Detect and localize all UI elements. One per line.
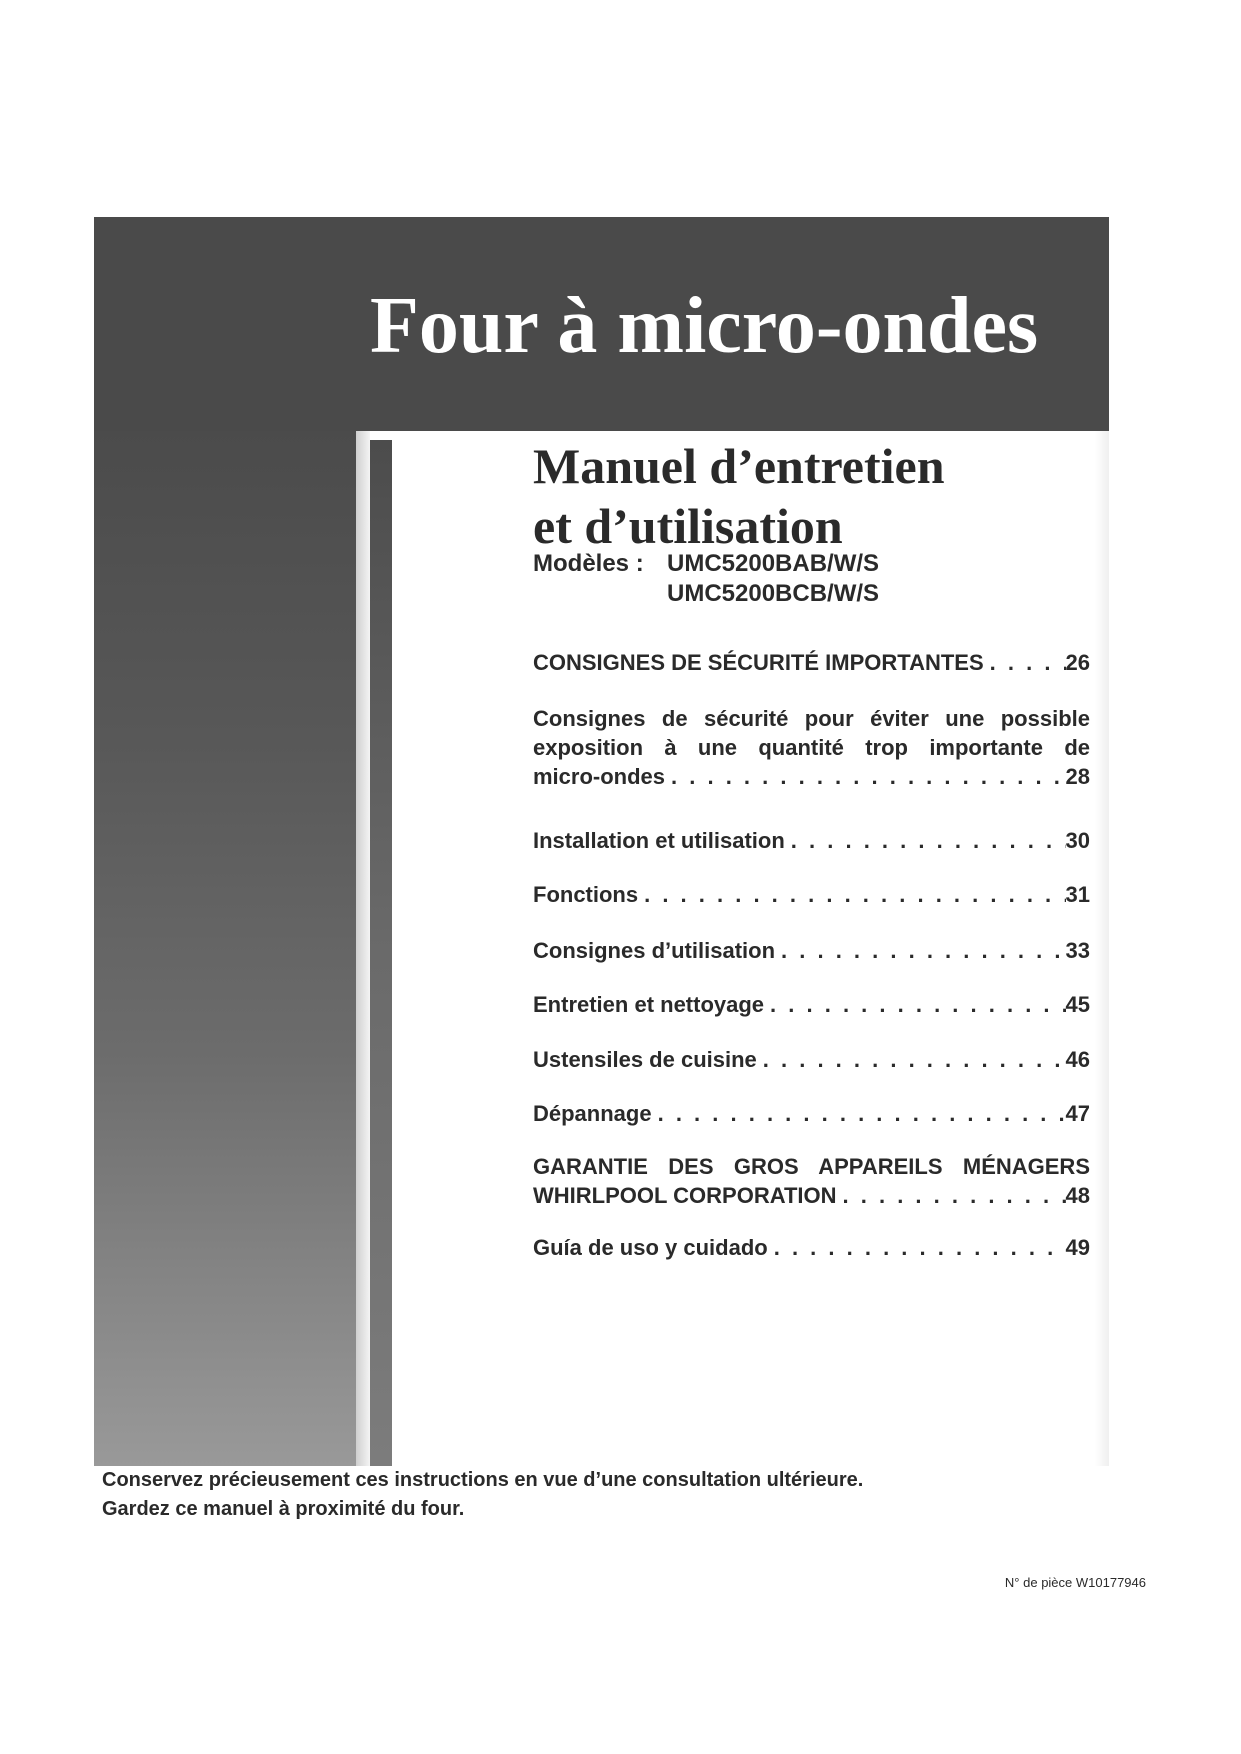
model-number: UMC5200BCB/W/S — [667, 580, 880, 607]
footer-line-1: Conservez précieusement ces instructions en vue d’une consultation ultérieure. — [102, 1469, 864, 1491]
toc-page-number: 49 — [1065, 1235, 1090, 1260]
toc-entry-title: Fonctions — [533, 882, 639, 907]
toc-entry-title: Consignes d’utilisation — [533, 938, 776, 963]
toc-page-number: 31 — [1065, 882, 1090, 907]
toc-dot-leader — [768, 1233, 1066, 1262]
toc-entry — [533, 1233, 1090, 1262]
toc-page-number: 45 — [1065, 992, 1090, 1017]
toc-dot-leader — [837, 1181, 1066, 1210]
toc-entry — [533, 826, 1090, 855]
toc-page-number: 26 — [1065, 650, 1090, 675]
toc-entry-text: Consignes de sécurité pour éviter une possible — [533, 706, 1090, 731]
toc-entry-title: micro-ondes — [533, 764, 666, 789]
toc-dot-leader — [775, 936, 1066, 965]
part-number: N° de pièce W10177946 — [1004, 1575, 1146, 1590]
subtitle-line-1: Manuel d’entretien — [533, 438, 945, 494]
toc-entry-title: Guía de uso y cuidado — [533, 1235, 768, 1260]
manual-subtitle — [533, 436, 945, 556]
document-title: Four à micro-ondes — [370, 282, 1039, 370]
subtitle-line-2: et d’utilisation — [533, 498, 843, 554]
footer-line-2: Gardez ce manuel à proximité du four. — [102, 1498, 465, 1520]
toc-dot-leader — [652, 1099, 1066, 1128]
toc-entry — [533, 704, 1090, 791]
model-number: UMC5200BAB/W/S — [667, 550, 880, 577]
toc-dot-leader — [665, 762, 1065, 791]
toc-page-number: 48 — [1065, 1183, 1090, 1208]
toc-entry — [533, 936, 1090, 965]
toc-dot-leader — [638, 880, 1065, 909]
footer-note — [102, 1466, 863, 1524]
toc-entry-text: GARANTIE DES GROS APPAREILS MÉNAGERS — [533, 1154, 1090, 1179]
toc-entry-title: Installation et utilisation — [533, 828, 785, 853]
toc-page-number: 47 — [1065, 1101, 1090, 1126]
right-panel-shadow — [1095, 431, 1109, 1466]
toc-page-number: 46 — [1065, 1047, 1090, 1072]
model-list — [533, 549, 879, 609]
left-gradient-panel — [94, 431, 356, 1466]
toc-dot-leader — [785, 826, 1066, 855]
toc-entry — [533, 1045, 1090, 1074]
toc-entry — [533, 880, 1090, 909]
toc-entry-title: Dépannage — [533, 1101, 652, 1126]
toc-entry-text: exposition à une quantité trop importante de — [533, 735, 1090, 760]
toc-entry-title: Ustensiles de cuisine — [533, 1047, 757, 1072]
toc-page-number: 33 — [1065, 938, 1090, 963]
toc-dot-leader — [757, 1045, 1066, 1074]
toc-page-number: 28 — [1065, 764, 1090, 789]
toc-entry — [533, 648, 1090, 677]
toc-dot-leader — [764, 990, 1065, 1019]
toc-entry-title: CONSIGNES DE SÉCURITÉ IMPORTANTES — [533, 650, 984, 675]
toc-dot-leader — [984, 648, 1066, 677]
models-label: Modèles : — [533, 550, 644, 577]
toc-entry-title: Entretien et nettoyage — [533, 992, 765, 1017]
vertical-accent-bar — [370, 440, 392, 1466]
left-panel-shadow — [356, 431, 370, 1466]
toc-entry — [533, 1099, 1090, 1128]
toc-entry — [533, 1152, 1090, 1210]
toc-page-number: 30 — [1065, 828, 1090, 853]
toc-entry-title: WHIRLPOOL CORPORATION — [533, 1183, 837, 1208]
toc-entry — [533, 990, 1090, 1019]
